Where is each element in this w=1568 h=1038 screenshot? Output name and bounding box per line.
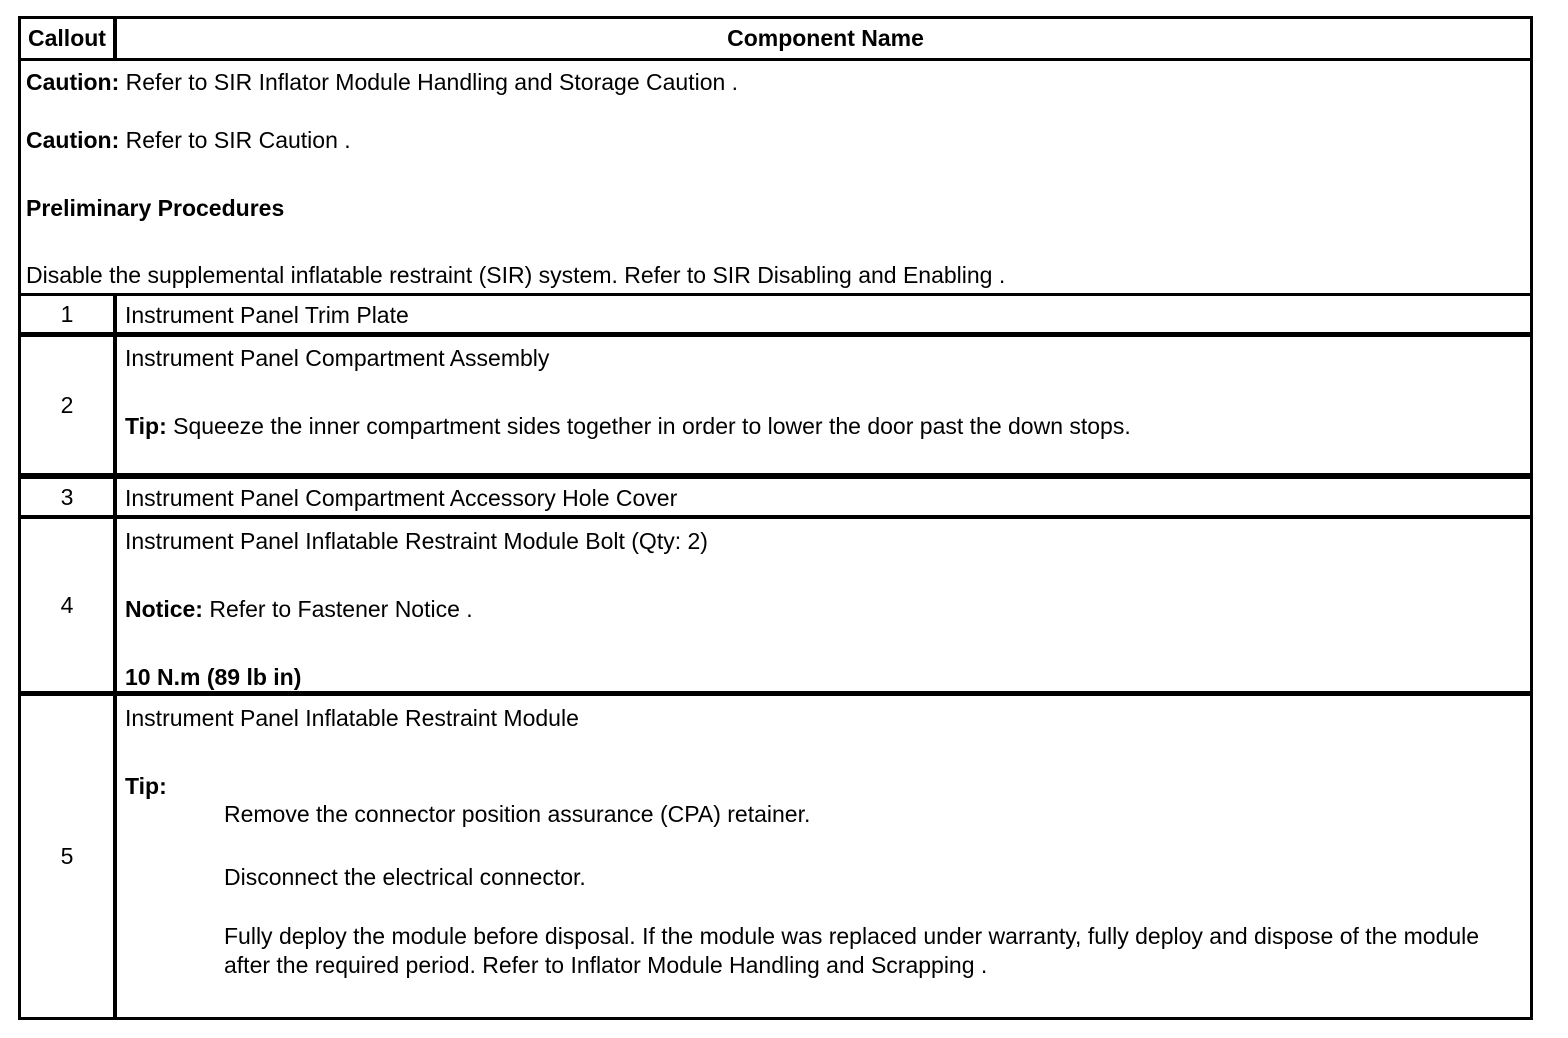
tip	[125, 773, 167, 800]
header-callout: Callout	[21, 19, 117, 58]
header-component-name: Component Name	[727, 25, 924, 51]
component-name: Instrument Panel Compartment Accessory Hole Cover	[125, 485, 678, 511]
callout-number: 5	[21, 696, 117, 1017]
notice-label: Notice:	[125, 596, 203, 622]
callout-number: 2	[21, 337, 117, 473]
component-name: Instrument Panel Inflatable Restraint Module Bolt (Qty: 2)	[125, 528, 708, 554]
callout-number: 1	[21, 296, 117, 332]
caution-1-label: Caution:	[26, 69, 120, 95]
component-name-cell	[121, 479, 1530, 515]
caution-1	[26, 69, 738, 96]
disable-sir-text: Disable the supplemental inflatable restraint (SIR) system. Refer to SIR Disabling and Enabling .	[26, 262, 1006, 288]
callout-number: 3	[21, 479, 117, 515]
tip-label: Tip:	[125, 773, 167, 799]
component-name-cell	[121, 296, 1530, 332]
step-item: Disconnect the electrical connector.	[224, 864, 586, 890]
caution-2-label: Caution:	[26, 127, 120, 153]
component-name: Instrument Panel Trim Plate	[125, 302, 409, 328]
component-name-cell	[121, 519, 1530, 691]
table-row	[18, 293, 1533, 335]
step-item: Remove the connector position assurance (CPA) retainer.	[224, 801, 811, 827]
table-row	[18, 693, 1533, 1020]
tip-text: Squeeze the inner compartment sides together in order to lower the door past the down stops.	[166, 413, 1131, 439]
torque-spec	[125, 664, 301, 691]
component-name-cell	[121, 696, 1530, 1017]
tip-label: Tip:	[125, 413, 167, 439]
notice-text: Refer to Fastener Notice .	[202, 596, 473, 622]
table-row	[18, 334, 1533, 476]
component-name: Instrument Panel Inflatable Restraint Module	[125, 705, 579, 731]
torque-value: 10 N.m (89 lb in)	[125, 664, 302, 690]
callout-number: 4	[21, 519, 117, 691]
step-item: Fully deploy the module before disposal. If the module was replaced under warranty, fully deploy and dispose of the module after the required period. Refer to Inflator Module Handling and Scrapping .	[224, 923, 1480, 978]
tip	[125, 413, 1131, 440]
table-row	[18, 476, 1533, 518]
notice	[125, 596, 473, 623]
preliminary-heading-text: Preliminary Procedures	[26, 195, 285, 221]
table-row	[18, 516, 1533, 694]
component-name: Instrument Panel Compartment Assembly	[125, 345, 550, 371]
preamble-row	[18, 58, 1533, 296]
component-name-cell	[121, 337, 1530, 473]
table-header-row	[18, 16, 1533, 61]
caution-2-text: Refer to SIR Caution .	[119, 127, 351, 153]
caution-1-text: Refer to SIR Inflator Module Handling and Storage Caution .	[119, 69, 739, 95]
caution-2	[26, 127, 351, 154]
preliminary-heading	[26, 195, 284, 222]
